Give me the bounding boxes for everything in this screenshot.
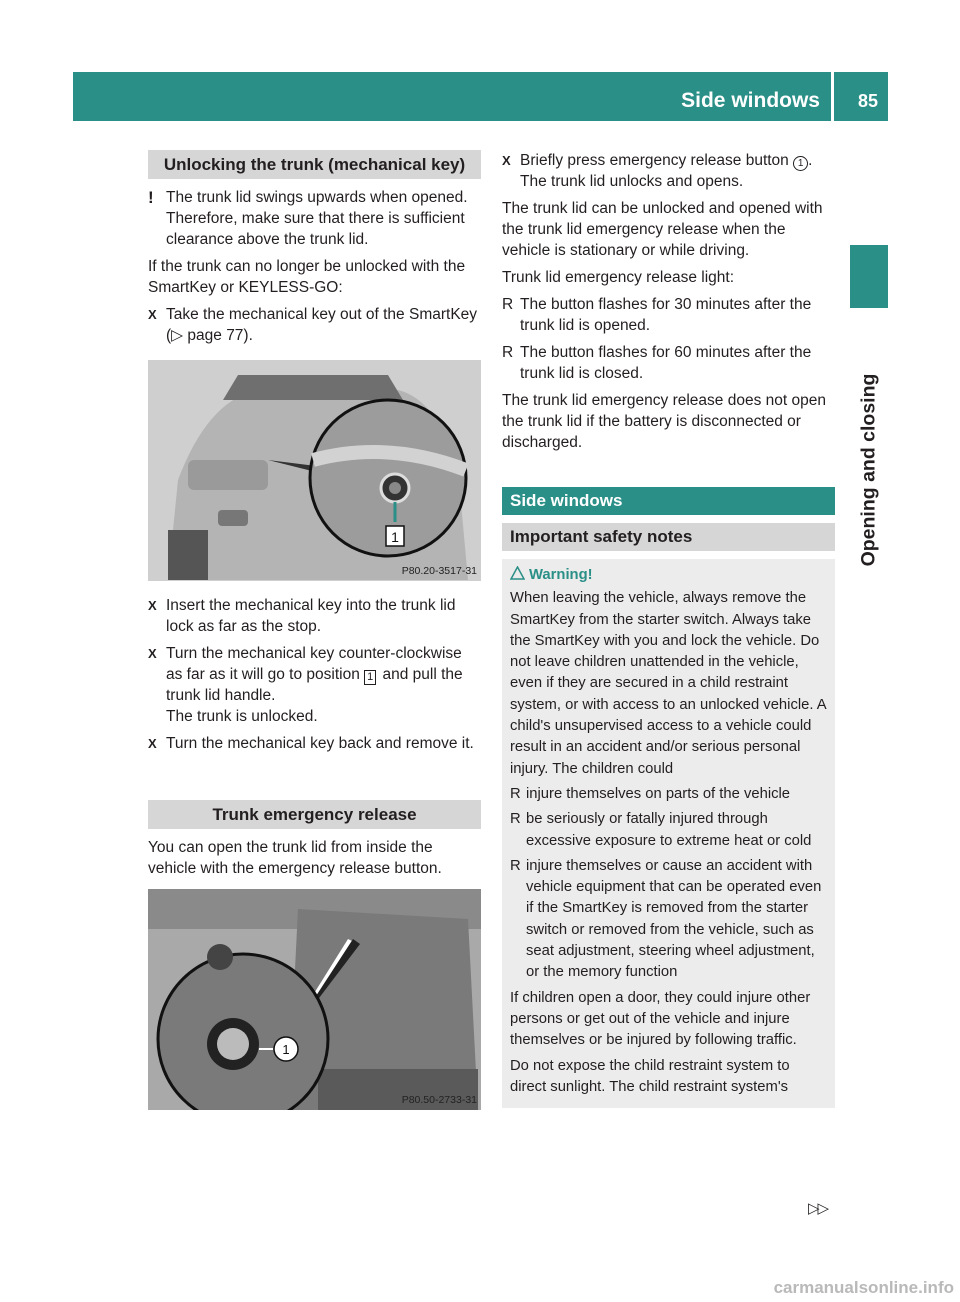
image-code: P80.20-3517-31	[401, 565, 477, 577]
chapter-label: Opening and closing	[857, 373, 880, 567]
header-title: Side windows	[681, 89, 820, 112]
step-take-key	[148, 304, 481, 346]
caution-icon: !	[148, 188, 154, 207]
trunk-interior-illustration	[148, 889, 481, 1110]
bullet-item	[502, 294, 835, 336]
para-unlock-info: The trunk lid can be unlocked and opened with the trunk lid emergency release when the vehicle is stationary or while driving.	[502, 200, 823, 259]
step-text-cont: and pull the trunk lid handle.	[166, 666, 463, 704]
step-text: Turn the mechanical key back and remove it.	[166, 735, 474, 752]
warning-box	[502, 559, 835, 1108]
warning-para: When leaving the vehicle, always remove the SmartKey from the starter switch. Always take the SmartKey with you and lock the vehicle. Do not leave children unattended in the vehicle, even if they are secured in a child restraint system, or with access to an unlocked vehicle. A child's unsupervised access to a vehicle could result in an accident and/or serious personal injury. The children could	[510, 590, 826, 777]
section-heading-emergency-release: Trunk emergency release	[148, 800, 481, 829]
step-remove-key	[148, 733, 481, 754]
step-turn-key	[148, 643, 481, 727]
step-result: The trunk is unlocked.	[166, 708, 318, 725]
step-text: Take the mechanical key out of the SmartKey (	[166, 306, 478, 344]
step-insert-key	[148, 595, 481, 637]
right-column	[502, 150, 835, 1108]
step-text: Insert the mechanical key into the trunk lid lock as far as the stop.	[166, 597, 456, 635]
bullet-text: injure themselves on parts of the vehicle	[526, 785, 791, 802]
section-heading-side-windows: Side windows	[502, 487, 835, 515]
caution-note	[148, 187, 481, 250]
intro-text: If the trunk can no longer be unlocked with the SmartKey or KEYLESS-GO:	[148, 258, 466, 296]
step-text: Briefly press emergency release button	[520, 152, 794, 169]
para-battery: The trunk lid emergency release does not open the trunk lid if the battery is disconnected or discharged.	[502, 392, 826, 451]
page-ref-icon: ▷	[171, 327, 184, 344]
step-text-end: .	[808, 152, 813, 169]
step-arrow-icon: X	[148, 736, 157, 751]
position-key-icon: 1	[364, 670, 376, 685]
image-callout-1: 1	[391, 529, 399, 545]
image-code: P80.50-2733-31	[401, 1094, 477, 1106]
image-callout-1: 1	[282, 1042, 290, 1057]
watermark: carmanualsonline.info	[773, 1278, 954, 1297]
bullet-icon: R	[510, 811, 521, 828]
step-arrow-icon: X	[148, 646, 157, 661]
page-header	[73, 72, 888, 121]
page-ref-link[interactable]: page 77).	[183, 327, 253, 344]
emergency-intro: You can open the trunk lid from inside the vehicle with the emergency release button.	[148, 839, 442, 877]
bullet-icon: R	[502, 296, 514, 313]
warning-triangle-icon	[510, 566, 525, 580]
warning-para: Do not expose the child restraint system to direct sunlight. The child restraint system's	[510, 1057, 790, 1095]
bullet-icon: R	[510, 785, 521, 802]
step-arrow-icon: X	[148, 598, 157, 613]
bullet-icon: R	[510, 857, 521, 874]
subsection-heading-safety: Important safety notes	[502, 523, 835, 551]
warning-bullet	[510, 856, 828, 984]
chapter-tab	[850, 245, 888, 308]
para-light-label: Trunk lid emergency release light:	[502, 269, 735, 286]
warning-title	[510, 565, 828, 586]
section-heading-mechanical-key: Unlocking the trunk (mechanical key)	[148, 150, 481, 179]
continue-arrows-icon: ▷▷	[808, 1200, 828, 1217]
trunk-lock-image	[148, 360, 481, 581]
warning-para: If children open a door, they could injure other persons or get out of the vehicle and injure themselves or be injured by following traffic.	[510, 989, 811, 1049]
bullet-icon: R	[502, 344, 514, 361]
step-result: The trunk lid unlocks and opens.	[520, 173, 744, 190]
warning-title-text: Warning!	[529, 567, 593, 583]
caution-text: The trunk lid swings upwards when opened. Therefore, make sure that there is sufficient clearance above the trunk lid.	[166, 189, 468, 248]
left-column	[148, 150, 481, 1124]
warning-bullet	[510, 784, 828, 805]
bullet-item	[502, 342, 835, 384]
car-rear-illustration	[148, 360, 481, 581]
step-arrow-icon: X	[148, 307, 157, 322]
step-text: Turn the mechanical key counter-clockwise as far as it will go to position	[166, 645, 462, 683]
bullet-text: The button flashes for 60 minutes after the trunk lid is closed.	[520, 344, 812, 382]
step-press-button	[502, 150, 835, 192]
page-number: 85	[857, 91, 878, 111]
step-arrow-icon: X	[502, 153, 511, 168]
bullet-text: The button flashes for 30 minutes after the trunk lid is opened.	[520, 296, 812, 334]
warning-bullet	[510, 809, 828, 852]
bullet-text: be seriously or fatally injured through excessive exposure to extreme heat or cold	[526, 811, 812, 849]
callout-circle-icon: 1	[793, 156, 808, 171]
header-divider	[831, 72, 834, 121]
emergency-release-image	[148, 889, 481, 1110]
bullet-text: injure themselves or cause an accident with vehicle equipment that can be operated even if the SmartKey is removed from the starter switch or removed from the vehicle, such as seat adjustment, steering wheel adjustment, or the memory function	[526, 857, 822, 981]
